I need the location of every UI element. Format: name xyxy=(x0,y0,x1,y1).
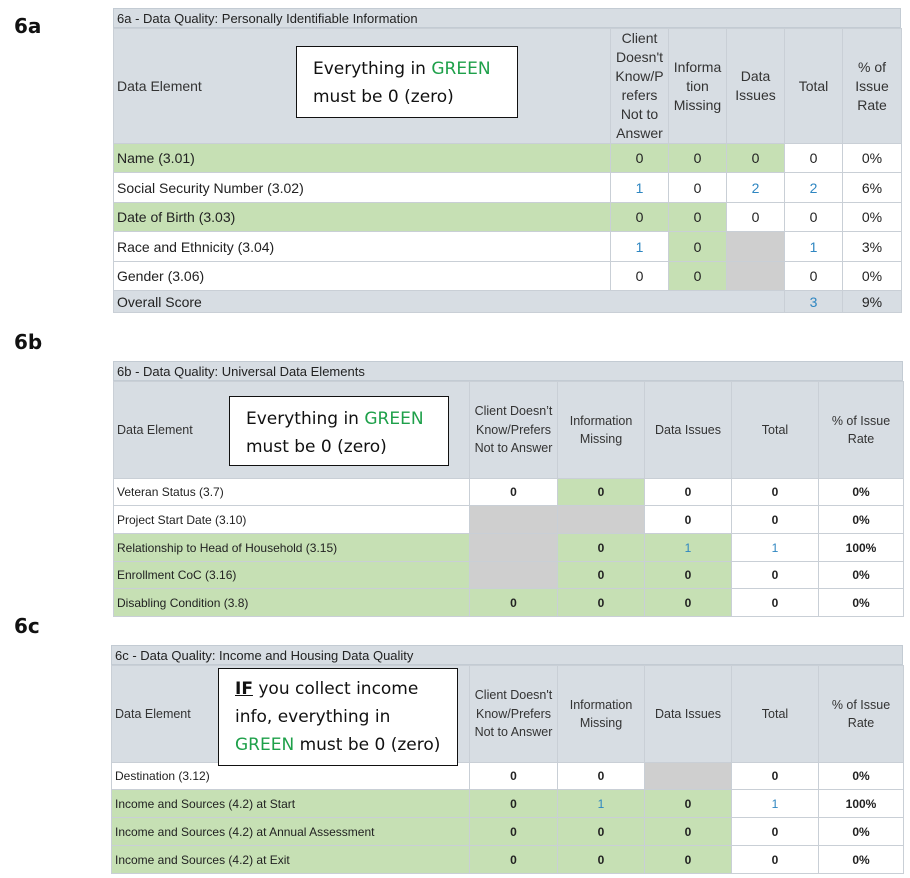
cell-issues: 0 xyxy=(645,589,732,617)
cell-rate: 0% xyxy=(819,846,904,874)
cell-missing-link[interactable]: 1 xyxy=(558,790,645,818)
cell-total-link[interactable]: 1 xyxy=(785,232,843,262)
cell-disabled xyxy=(645,763,732,790)
row-label: Income and Sources (4.2) at Annual Assessment xyxy=(112,818,470,846)
table-row xyxy=(114,232,902,262)
section-title: 6b - Data Quality: Universal Data Elements xyxy=(113,361,903,381)
table-row xyxy=(114,479,904,506)
cell-missing: 0 xyxy=(558,534,645,562)
cell-disabled xyxy=(727,232,785,262)
callout-text: Everything in xyxy=(313,59,432,79)
table-row xyxy=(112,846,904,874)
row-label: Enrollment CoC (3.16) xyxy=(114,562,470,589)
cell-missing: 0 xyxy=(558,818,645,846)
section-label-6c: 6c xyxy=(14,614,40,638)
cell-total: 0 xyxy=(732,506,819,534)
table-row xyxy=(114,589,904,617)
col-header-dk: Client Doesn’t Know/Prefers Not to Answer xyxy=(470,382,558,479)
cell-rate: 100% xyxy=(819,534,904,562)
col-header-element: Data Element xyxy=(112,666,470,763)
section-6c xyxy=(111,645,903,875)
cell-missing: 0 xyxy=(558,562,645,589)
footer-row xyxy=(114,291,902,313)
callout-note xyxy=(229,396,449,466)
cell-rate: 100% xyxy=(819,790,904,818)
callout-green-word: GREEN xyxy=(431,59,491,79)
callout-green-word: GREEN xyxy=(235,735,295,755)
cell-missing: 0 xyxy=(558,479,645,506)
callout-note xyxy=(296,46,518,118)
col-header-missing: Informa tion Missing xyxy=(669,29,727,144)
col-header-dk: Client Doesn't Know/Prefers Not to Answer xyxy=(470,666,558,763)
col-header-total: Total xyxy=(732,666,819,763)
cell-issues: 0 xyxy=(645,506,732,534)
cell-missing: 0 xyxy=(669,203,727,232)
overall-rate: 9% xyxy=(843,291,902,313)
col-header-element: Data Element xyxy=(114,382,470,479)
col-header-missing: Information Missing xyxy=(558,666,645,763)
overall-score-label: Overall Score xyxy=(114,291,785,313)
cell-rate: 0% xyxy=(843,262,902,291)
cell-dk-link[interactable]: 1 xyxy=(611,232,669,262)
overall-total-link[interactable]: 3 xyxy=(785,291,843,313)
row-label: Relationship to Head of Household (3.15) xyxy=(114,534,470,562)
cell-rate: 0% xyxy=(843,203,902,232)
cell-total: 0 xyxy=(732,479,819,506)
callout-text: Everything in xyxy=(246,409,365,429)
table-row xyxy=(114,562,904,589)
cell-issues: 0 xyxy=(645,818,732,846)
table-row xyxy=(112,790,904,818)
cell-rate: 0% xyxy=(843,144,902,173)
col-header-issues: Data Issues xyxy=(727,29,785,144)
col-header-rate: % of Issue Rate xyxy=(819,666,904,763)
section-6a xyxy=(113,8,901,313)
cell-total-link[interactable]: 2 xyxy=(785,173,843,203)
cell-total: 0 xyxy=(732,846,819,874)
cell-rate: 0% xyxy=(819,589,904,617)
cell-total-link[interactable]: 1 xyxy=(732,790,819,818)
cell-dk: 0 xyxy=(470,790,558,818)
callout-text: must be 0 (zero) xyxy=(313,87,454,107)
callout-text: info, everything in xyxy=(235,707,391,727)
col-header-missing: Information Missing xyxy=(558,382,645,479)
table-row xyxy=(114,173,902,203)
callout-text: you collect income xyxy=(252,679,419,699)
cell-dk: 0 xyxy=(470,846,558,874)
cell-issues: 0 xyxy=(727,203,785,232)
cell-disabled xyxy=(470,506,558,534)
table-row xyxy=(114,144,902,173)
cell-missing: 0 xyxy=(669,173,727,203)
cell-missing: 0 xyxy=(669,262,727,291)
callout-note xyxy=(218,668,458,766)
cell-issues-link[interactable]: 1 xyxy=(645,534,732,562)
cell-rate: 0% xyxy=(819,562,904,589)
callout-text: must be 0 (zero) xyxy=(294,735,441,755)
row-label: Date of Birth (3.03) xyxy=(114,203,611,232)
cell-missing: 0 xyxy=(558,589,645,617)
row-label: Disabling Condition (3.8) xyxy=(114,589,470,617)
cell-issues: 0 xyxy=(727,144,785,173)
section-label-6b: 6b xyxy=(14,330,43,354)
cell-issues: 0 xyxy=(645,790,732,818)
cell-dk: 0 xyxy=(611,262,669,291)
section-title: 6a - Data Quality: Personally Identifiable Information xyxy=(113,8,901,28)
cell-total: 0 xyxy=(785,203,843,232)
callout-green-word: GREEN xyxy=(364,409,424,429)
col-header-total: Total xyxy=(785,29,843,144)
cell-dk: 0 xyxy=(611,144,669,173)
cell-issues: 0 xyxy=(645,846,732,874)
col-header-rate: % of Issue Rate xyxy=(843,29,902,144)
section-6b xyxy=(113,361,903,617)
cell-dk: 0 xyxy=(611,203,669,232)
cell-rate: 0% xyxy=(819,506,904,534)
cell-issues-link[interactable]: 2 xyxy=(727,173,785,203)
table-row xyxy=(114,203,902,232)
cell-dk: 0 xyxy=(470,589,558,617)
col-header-issues: Data Issues xyxy=(645,666,732,763)
cell-disabled xyxy=(470,562,558,589)
row-label: Gender (3.06) xyxy=(114,262,611,291)
cell-missing: 0 xyxy=(558,763,645,790)
cell-missing: 0 xyxy=(669,232,727,262)
table-row xyxy=(112,763,904,790)
row-label: Destination (3.12) xyxy=(112,763,470,790)
cell-total: 0 xyxy=(732,562,819,589)
cell-total: 0 xyxy=(732,763,819,790)
table-row xyxy=(114,262,902,291)
cell-total-link[interactable]: 1 xyxy=(732,534,819,562)
cell-rate: 0% xyxy=(819,479,904,506)
cell-rate: 6% xyxy=(843,173,902,203)
section-title: 6c - Data Quality: Income and Housing Data Quality xyxy=(111,645,903,665)
section-label-6a: 6a xyxy=(14,14,42,38)
cell-issues: 0 xyxy=(645,479,732,506)
cell-dk-link[interactable]: 1 xyxy=(611,173,669,203)
cell-dk: 0 xyxy=(470,479,558,506)
row-label: Veteran Status (3.7) xyxy=(114,479,470,506)
table-row xyxy=(112,818,904,846)
cell-total: 0 xyxy=(785,144,843,173)
cell-missing: 0 xyxy=(669,144,727,173)
col-header-dk: Client Doesn't Know/P refers Not to Answer xyxy=(611,29,669,144)
col-header-issues: Data Issues xyxy=(645,382,732,479)
col-header-element: Data Element xyxy=(114,29,611,144)
row-label: Name (3.01) xyxy=(114,144,611,173)
cell-disabled xyxy=(558,506,645,534)
col-header-rate: % of Issue Rate xyxy=(819,382,904,479)
cell-rate: 0% xyxy=(819,763,904,790)
row-label: Income and Sources (4.2) at Exit xyxy=(112,846,470,874)
col-header-total: Total xyxy=(732,382,819,479)
cell-missing: 0 xyxy=(558,846,645,874)
cell-total: 0 xyxy=(785,262,843,291)
cell-disabled xyxy=(727,262,785,291)
row-label: Project Start Date (3.10) xyxy=(114,506,470,534)
cell-rate: 3% xyxy=(843,232,902,262)
cell-rate: 0% xyxy=(819,818,904,846)
cell-issues: 0 xyxy=(645,562,732,589)
cell-dk: 0 xyxy=(470,763,558,790)
cell-disabled xyxy=(470,534,558,562)
callout-if-word: IF xyxy=(235,679,253,699)
row-label: Race and Ethnicity (3.04) xyxy=(114,232,611,262)
table-row xyxy=(114,534,904,562)
row-label: Social Security Number (3.02) xyxy=(114,173,611,203)
table-row xyxy=(114,506,904,534)
callout-text: must be 0 (zero) xyxy=(246,437,387,457)
cell-total: 0 xyxy=(732,818,819,846)
row-label: Income and Sources (4.2) at Start xyxy=(112,790,470,818)
cell-dk: 0 xyxy=(470,818,558,846)
cell-total: 0 xyxy=(732,589,819,617)
